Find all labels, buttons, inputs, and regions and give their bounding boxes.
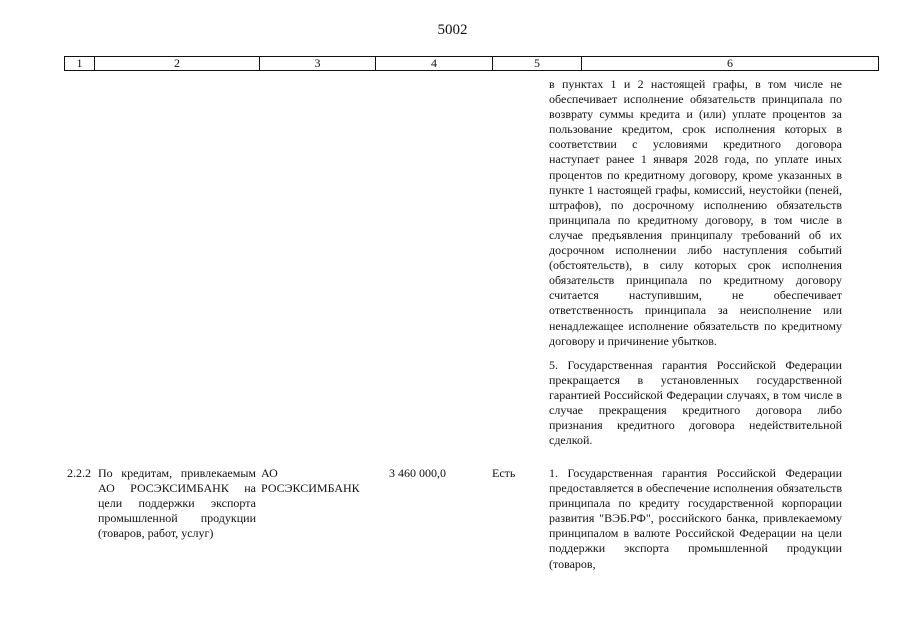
row-number: 2.2.2: [67, 466, 91, 480]
row-description: По кредитам, привлекаемым АО РОСЭКСИМБАНК на цели поддержки экспорта промышленной продукции (товаров, работ, услуг): [98, 466, 256, 541]
row-recourse-flag: Есть: [492, 466, 516, 480]
continued-conditions: [549, 77, 842, 448]
column-header-6: 6: [582, 57, 879, 71]
termination-clause-paragraph: 5. Государственная гарантия Российской Федерации прекращается в установленных государственной гарантией Российской Федерации случаях, в том числе в случае прекращения кредитного договора либо признания кредитного договора недействительной сделкой.: [549, 357, 842, 448]
continued-conditions-paragraph: в пунктах 1 и 2 настоящей графы, в том числе не обеспечивает исполнение обязательств принципала по возврату суммы кредита и (или) уплате процентов за пользование кредитом, срок исполнения которых в соответствии с условиями кредитного договора наступает ранее 1 января 2028 года, по уплате иных процентов по кредитному договору, кроме указанных в пункте 1 настоящей графы, комиссий, неустойки (пеней, штрафов), по досрочному исполнению обязательств принципала по кредитному договору, в том числе в случае предъявления принципалу требований об их досрочном исполнении либо наступления событий (обстоятельств), в силу которых срок исполнения обязательств принципала по кредитному договору считается наступившим, не обеспечивает ответственность принципала за неисполнение или ненадлежащее исполнение обязательств по кредитному договору и причинение убытков.: [549, 77, 842, 348]
row-bank-name: АО РОСЭКСИМБАНК: [261, 466, 360, 495]
column-header-5: 5: [493, 57, 582, 71]
column-header-row: [65, 57, 879, 71]
column-header-4: 4: [376, 57, 493, 71]
row-amount: 3 460 000,0: [389, 466, 446, 480]
row-conditions-paragraph: 1. Государственная гарантия Российской Федерации предоставляется в обеспечение исполнения обязательств принципала по кредиту государственной корпорации развития "ВЭБ.РФ", российского банка, привлекаемому принципалом в валюте Российской Федерации на цели поддержки экспорта промышленной продукции (товаров,: [549, 466, 842, 571]
row-conditions: [549, 466, 842, 572]
column-header-3: 3: [260, 57, 376, 71]
column-header-1: 1: [65, 57, 95, 71]
column-header-2: 2: [95, 57, 260, 71]
page-number: 5002: [437, 22, 468, 38]
column-header-table: [64, 56, 879, 71]
